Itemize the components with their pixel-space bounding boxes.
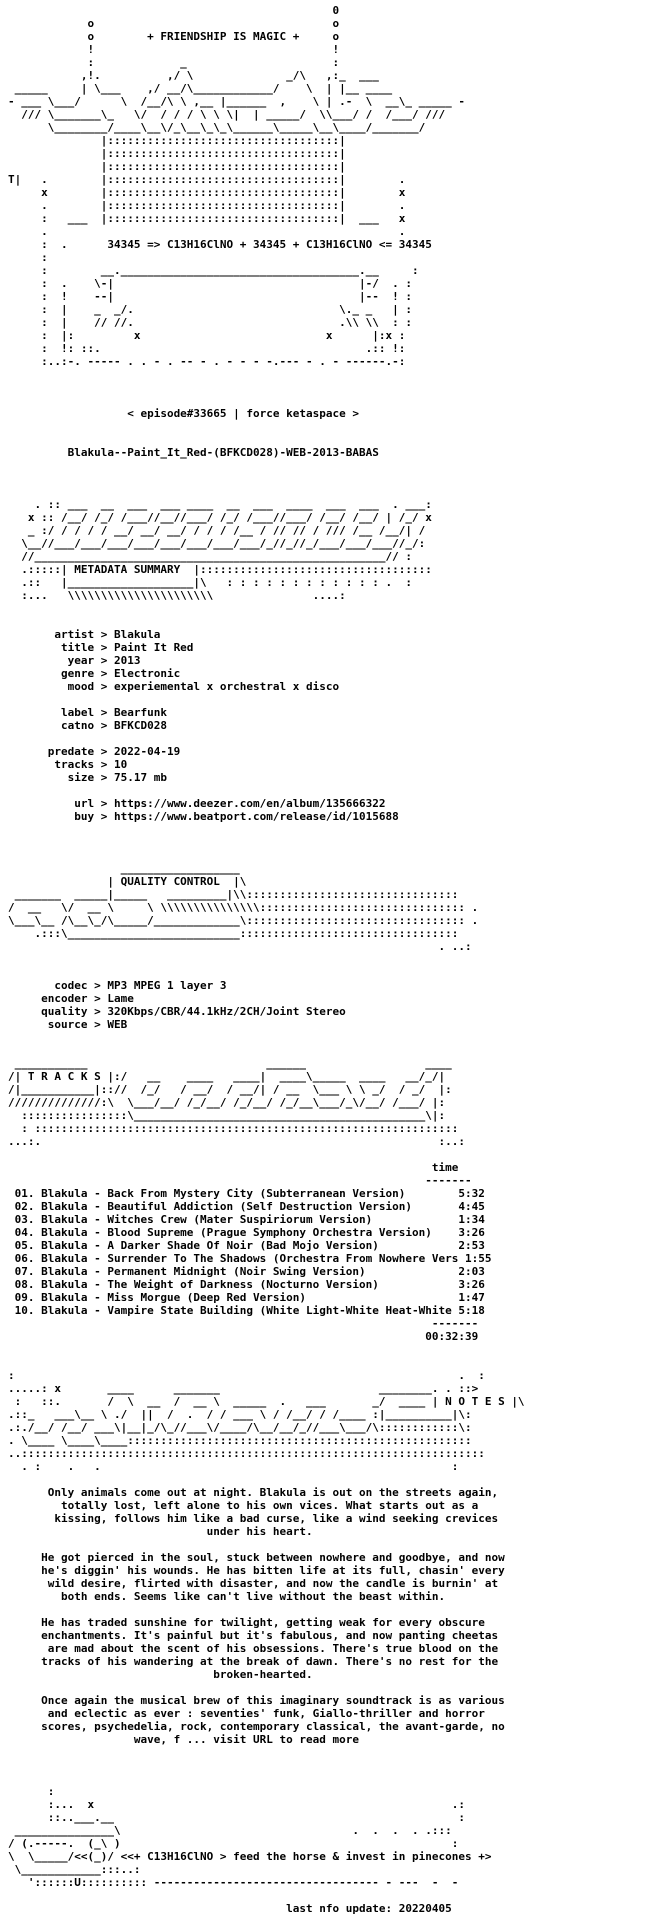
nfo-line: o o — [8, 17, 340, 30]
nfo-line: '::::::U:::::::::: ---------------------------------- - --- - - — [8, 1876, 459, 1889]
nfo-line: : _ : — [8, 56, 340, 69]
nfo-line: are mad about the scent of his obsessions. There's true blood on the — [8, 1642, 499, 1655]
nfo-line: Blakula--Paint_It_Red-(BFKCD028)-WEB-2013-BABAS — [8, 446, 379, 459]
nfo-line: ..:::::::::::::::::::::::::::::::::::::::::::::::::::::::::::::::::::::: — [8, 1447, 485, 1460]
nfo-line: _______ _____|_____ _________|\\:::::::::::::::::::::::::::::::: — [8, 888, 459, 901]
nfo-line: _____ | \___ ,/ __/\____________/ \ | |__ ____ — [8, 82, 393, 95]
nfo-line: : !: ::. .:: !: — [8, 342, 406, 355]
nfo-line: .:::::| METADATA SUMMARY |::::::::::::::::::::::::::::::::::: — [8, 563, 432, 576]
nfo-line: o + FRIENDSHIP IS MAGIC + o — [8, 30, 340, 43]
nfo-line: _______________\ . . . . .::: — [8, 1824, 452, 1837]
nfo-line: .:: |___________________|\ : : : : : : : : : : : : . : — [8, 576, 412, 589]
nfo-line: : ! --| |-- ! : — [8, 290, 412, 303]
nfo-line: :..:-. ----- . . - . -- - . - - - -.--- - . - ------.-: — [8, 355, 406, 368]
nfo-line: ::::::::::::::::\____________________________________________\|: — [8, 1109, 446, 1122]
nfo-line: ------- — [8, 1317, 479, 1330]
nfo-line: |:::::::::::::::::::::::::::::::::::| — [8, 134, 346, 147]
nfo-line: 06. Blakula - Surrender To The Shadows (Orchestra From Nowhere Vers 1:55 — [8, 1252, 492, 1265]
nfo-line: last nfo update: 20220405 — [8, 1902, 452, 1915]
nfo-line: //_____________________________________________________// : — [8, 550, 412, 563]
nfo-line: tracks of his wandering at the break of dawn. There's no rest for the — [8, 1655, 499, 1668]
nfo-line: .:::\__________________________::::::::::::::::::::::::::::::::: — [8, 927, 459, 940]
nfo-line: | QUALITY CONTROL |\ — [8, 875, 247, 888]
nfo-line: ------- — [8, 1174, 472, 1187]
nfo-line: kissing, follows him like a bad curse, like a wind seeking crevices — [8, 1512, 499, 1525]
nfo-line: ...:. :..: — [8, 1135, 465, 1148]
nfo-line: //////////////:\ \___/__/ /_/__/ /_/__/ /_/__\___/_\/__/ /___/ |: — [8, 1096, 446, 1109]
nfo-line: / (.-----. (_\ ) : — [8, 1837, 459, 1850]
nfo-line: ::..___.__ : — [8, 1811, 465, 1824]
nfo-line: __________________ — [8, 862, 240, 875]
nfo-line: /| T R A C K S |:/ __ ____ ____| ____\_____ ____ __/_/| — [8, 1070, 446, 1083]
nfo-line: artist > Blakula — [8, 628, 161, 641]
nfo-line: He has traded sunshine for twilight, getting weak for every obscure — [8, 1616, 485, 1629]
nfo-line: label > Bearfunk — [8, 706, 167, 719]
nfo-line: : . \-| |-/ . : — [8, 277, 412, 290]
nfo-line: and eclectic as ever : seventies' funk, Giallo-thriller and horror — [8, 1707, 485, 1720]
nfo-line: 0 — [8, 4, 340, 17]
nfo-line: 08. Blakula - The Weight of Darkness (Nocturno Version) 3:26 — [8, 1278, 485, 1291]
nfo-line: predate > 2022-04-19 — [8, 745, 181, 758]
nfo-line: title > Paint It Red — [8, 641, 194, 654]
nfo-line: ! ! — [8, 43, 340, 56]
nfo-line: 03. Blakula - Witches Crew (Mater Suspiriorum Version) 1:34 — [8, 1213, 485, 1226]
nfo-line: 00:32:39 — [8, 1330, 479, 1343]
nfo-line: ___________ ______ ____ — [8, 1057, 452, 1070]
nfo-line: . : . . : — [8, 1460, 459, 1473]
nfo-line: : — [8, 1785, 55, 1798]
nfo-line: url > https://www.deezer.com/en/album/135666322 — [8, 797, 386, 810]
nfo-line: tracks > 10 — [8, 758, 128, 771]
nfo-line: wild desire, flirted with disaster, and now the candle is burnin' at — [8, 1577, 499, 1590]
nfo-line: / __ \/ __ \ \ \\\\\\\\\\\\\\\::::::::::::::::::::::::::::::: . — [8, 901, 479, 914]
nfo-line: : — [8, 251, 48, 264]
nfo-line: 01. Blakula - Back From Mystery City (Subterranean Version) 5:32 — [8, 1187, 485, 1200]
nfo-line: .....: x ____ _______ ________. . ::> — [8, 1382, 479, 1395]
nfo-line: codec > MP3 MPEG 1 layer 3 — [8, 979, 227, 992]
nfo-line: . \____ \____\____:::::::::::::::::::::::::::::::::::::::::::::::::::: — [8, 1434, 472, 1447]
nfo-line: :... \\\\\\\\\\\\\\\\\\\\\\ ....: — [8, 589, 346, 602]
nfo-line: /|___________|::// /_/ / __/ / __/| / __ \___ \ \ _/ / _/ |: — [8, 1083, 452, 1096]
nfo-line: both ends. Seems like can't live without the beast within. — [8, 1590, 446, 1603]
nfo-line: mood > experiemental x orchestral x disco — [8, 680, 340, 693]
nfo-line: .::_ ___\__ \ ./ || / . / / ___ \ / /__/ / /____ :|__________|\: — [8, 1408, 472, 1421]
nfo-line: . |:::::::::::::::::::::::::::::::::::| . — [8, 199, 406, 212]
nfo-line: ,!. ,/ \ _/\ ,:_ ___ — [8, 69, 379, 82]
nfo-line: x |:::::::::::::::::::::::::::::::::::| x — [8, 186, 406, 199]
nfo-line: size > 75.17 mb — [8, 771, 167, 784]
nfo-line: |:::::::::::::::::::::::::::::::::::| — [8, 160, 346, 173]
nfo-line: enchantments. It's painful but it's fabulous, and now panting cheetas — [8, 1629, 499, 1642]
nfo-line: broken-hearted. — [8, 1668, 313, 1681]
nfo-line: \____________:::..: — [8, 1863, 141, 1876]
nfo-line: 04. Blakula - Blood Supreme (Prague Symphony Orchestra Version) 3:26 — [8, 1226, 485, 1239]
nfo-line: under his heart. — [8, 1525, 313, 1538]
nfo-line: \ \_____/<<(_)/ <<+ C13H16ClNO > feed the horse & invest in pinecones +> — [8, 1850, 492, 1863]
nfo-line: : | _ _/. \._ _ | : — [8, 303, 412, 316]
nfo-line: buy > https://www.beatport.com/release/id/1015688 — [8, 810, 399, 823]
nfo-line: time — [8, 1161, 459, 1174]
nfo-line: source > WEB — [8, 1018, 128, 1031]
nfo-line: x :: /__/ /_/ /___//__//___/ /_/ /___//___/ /__/ /__/ | /_/ x — [8, 511, 432, 524]
nfo-line: - ___ \___/ \ /__/\ \ ,__ |______ , \ | .- \ __\_ _____ - — [8, 95, 465, 108]
nfo-line: . . — [8, 225, 406, 238]
nfo-line: 07. Blakula - Permanent Midnight (Noir Swing Version) 2:03 — [8, 1265, 485, 1278]
nfo-line: Once again the musical brew of this imaginary soundtrack is as various — [8, 1694, 505, 1707]
nfo-line: totally lost, left alone to his own vices. What starts out as a — [8, 1499, 479, 1512]
nfo-line: : |: x x |:x : — [8, 329, 406, 342]
nfo-line: encoder > Lame — [8, 992, 134, 1005]
nfo-line: . ..: — [8, 940, 472, 953]
nfo-line: : | // //. .\\ \\ : : — [8, 316, 412, 329]
nfo-line: year > 2013 — [8, 654, 141, 667]
nfo-line: : . : — [8, 1369, 485, 1382]
nfo-line: catno > BFKCD028 — [8, 719, 167, 732]
nfo-line: he's diggin' his wounds. He has bitten life at its full, chasin' every — [8, 1564, 505, 1577]
nfo-line: 05. Blakula - A Darker Shade Of Noir (Bad Mojo Version) 2:53 — [8, 1239, 485, 1252]
nfo-line: : ___ |:::::::::::::::::::::::::::::::::::| ___ x — [8, 212, 406, 225]
nfo-line: : . 34345 => C13H16ClNO + 34345 + C13H16ClNO <= 34345 — [8, 238, 432, 251]
nfo-line: 02. Blakula - Beautiful Addiction (Self Destruction Version) 4:45 — [8, 1200, 485, 1213]
nfo-line: quality > 320Kbps/CBR/44.1kHz/2CH/Joint Stereo — [8, 1005, 346, 1018]
nfo-line: genre > Electronic — [8, 667, 181, 680]
nfo-line: .:./__/ /__/ ___\|__|_/\_//___\/____/\__/__/_//___\___/\::::::::::::\: — [8, 1421, 472, 1434]
nfo-line: wave, f ... visit URL to read more — [8, 1733, 359, 1746]
nfo-line: :... x .: — [8, 1798, 465, 1811]
nfo-line: 09. Blakula - Miss Morgue (Deep Red Version) 1:47 — [8, 1291, 485, 1304]
nfo-line: /// \_______\_ \/ / / / \ \ \| | _____/ \\___/ / /___/ /// — [8, 108, 452, 121]
nfo-line: 10. Blakula - Vampire State Building (White Light-White Heat-White 5:18 — [8, 1304, 485, 1317]
nfo-line: . :: ___ __ ___ ___ ____ __ ___ ____ ___ ___ . ___: — [8, 498, 432, 511]
nfo-line: _ :/ / / / / __/ __/ __/ / / / /__ / // // / /// /__ /__/| / — [8, 524, 426, 537]
nfo-line: : ::. / \ __ / __ \ _____ . ___ _/ ____ | N O T E S |\ — [8, 1395, 525, 1408]
nfo-line: \___\__ /\__\_/\_____/_____________\::::::::::::::::::::::::::::::::: . — [8, 914, 479, 927]
nfo-line: < episode#33665 | force ketaspace > — [8, 407, 359, 420]
nfo-line: Only animals come out at night. Blakula is out on the streets again, — [8, 1486, 499, 1499]
nfo-line: : :::::::::::::::::::::::::::::::::::::::::::::::::::::::::::::::: — [8, 1122, 459, 1135]
nfo-line: scores, psychedelia, rock, contemporary classical, the avant-garde, no — [8, 1720, 505, 1733]
nfo-line: \________/____\__\/_\__\_\_\______\_____\__\____/_______/ — [8, 121, 426, 134]
nfo-line: He got pierced in the soul, stuck between nowhere and goodbye, and now — [8, 1551, 505, 1564]
nfo-line: |:::::::::::::::::::::::::::::::::::| — [8, 147, 346, 160]
nfo-line: \__//___/___/___/___/___/___/___/___/_//_//_/___/___/___//_/: — [8, 537, 426, 550]
nfo-line: T| . |:::::::::::::::::::::::::::::::::::| . — [8, 173, 406, 186]
nfo-line: : __.____________________________________.__ : — [8, 264, 419, 277]
